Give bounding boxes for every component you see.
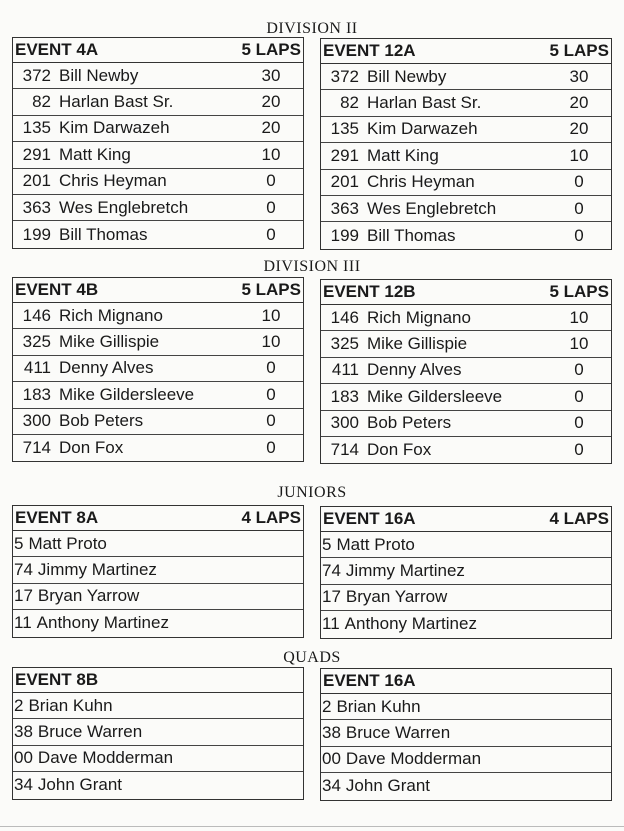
table-row bbox=[13, 63, 303, 89]
event-table-8b bbox=[12, 667, 304, 800]
points: 0 bbox=[266, 224, 276, 244]
event-header bbox=[13, 38, 303, 63]
points: 0 bbox=[574, 198, 584, 218]
car-number: 38 bbox=[14, 722, 33, 742]
car-number: 2 bbox=[14, 695, 24, 715]
event-table-4b bbox=[12, 277, 304, 462]
car-number: 411 bbox=[331, 360, 359, 380]
event-header bbox=[321, 280, 611, 305]
table-row bbox=[321, 585, 611, 611]
table-row bbox=[13, 610, 303, 636]
table-row bbox=[321, 694, 611, 720]
table-row bbox=[321, 611, 611, 637]
points: 0 bbox=[266, 197, 276, 217]
driver-name: Wes Englebretch bbox=[59, 197, 189, 217]
table-row bbox=[13, 195, 303, 221]
event-name: EVENT 16A bbox=[323, 671, 416, 690]
points: 10 bbox=[261, 144, 281, 164]
driver-name: Matt King bbox=[59, 144, 131, 164]
driver-name: Bob Peters bbox=[59, 411, 144, 431]
event-name: EVENT 4A bbox=[15, 40, 99, 59]
points: 0 bbox=[574, 440, 584, 460]
points: 0 bbox=[266, 438, 276, 458]
points: 0 bbox=[574, 386, 584, 406]
page-bottom-divider bbox=[0, 826, 624, 827]
driver-name: Matt Proto bbox=[336, 534, 415, 554]
table-row bbox=[13, 772, 303, 798]
points: 10 bbox=[569, 145, 589, 165]
driver-name: Bill Thomas bbox=[59, 224, 148, 244]
table-row bbox=[321, 90, 611, 116]
car-number: 372 bbox=[330, 66, 359, 86]
driver-name: Jimmy Martinez bbox=[37, 560, 157, 580]
table-row bbox=[321, 411, 611, 437]
table-row bbox=[13, 409, 303, 435]
driver-name: Don Fox bbox=[59, 438, 124, 458]
driver-name: Bryan Yarrow bbox=[37, 586, 140, 606]
points: 0 bbox=[266, 384, 276, 404]
driver-name: Mike Gillispie bbox=[367, 334, 468, 354]
car-number: 2 bbox=[322, 696, 332, 716]
table-row bbox=[13, 89, 303, 115]
table-row bbox=[321, 222, 611, 248]
driver-name: Mike Gildersleeve bbox=[367, 386, 503, 406]
event-laps: 5 LAPS bbox=[241, 280, 301, 299]
table-row bbox=[321, 747, 611, 773]
car-number: 74 bbox=[14, 560, 33, 580]
car-number: 300 bbox=[330, 413, 359, 433]
driver-name: Bill Thomas bbox=[367, 225, 456, 245]
table-row bbox=[13, 584, 303, 610]
driver-name: John Grant bbox=[37, 775, 123, 795]
car-number: 300 bbox=[22, 411, 51, 431]
table-row bbox=[13, 116, 303, 142]
car-number: 5 bbox=[322, 534, 332, 554]
event-laps: 5 LAPS bbox=[241, 40, 301, 59]
driver-name: Bill Newby bbox=[59, 65, 139, 85]
section-title-division-2: DIVISION II bbox=[266, 20, 358, 37]
table-row bbox=[13, 329, 303, 355]
event-laps: 4 LAPS bbox=[241, 508, 301, 527]
car-number: 74 bbox=[322, 561, 341, 581]
driver-name: Chris Heyman bbox=[367, 172, 475, 192]
driver-name: Kim Darwazeh bbox=[367, 119, 478, 139]
section-title-division-3: DIVISION III bbox=[263, 258, 361, 275]
table-row bbox=[321, 143, 611, 169]
points: 0 bbox=[266, 171, 276, 191]
event-header bbox=[321, 669, 611, 694]
points: 20 bbox=[261, 92, 281, 112]
points: 30 bbox=[569, 66, 589, 86]
car-number: 11 bbox=[14, 613, 32, 633]
points: 30 bbox=[261, 65, 281, 85]
table-row bbox=[13, 693, 303, 719]
car-number: 146 bbox=[330, 307, 359, 327]
event-header bbox=[13, 668, 303, 693]
table-row bbox=[321, 170, 611, 196]
driver-name: Denny Alves bbox=[59, 358, 154, 378]
car-number: 325 bbox=[22, 332, 51, 352]
event-table-16a-juniors bbox=[320, 506, 612, 639]
section-title-quads: QUADS bbox=[283, 649, 341, 666]
points: 10 bbox=[569, 334, 589, 354]
table-row bbox=[13, 356, 303, 382]
table-row bbox=[13, 303, 303, 329]
table-row bbox=[13, 746, 303, 772]
points: 0 bbox=[574, 172, 584, 192]
driver-name: Anthony Martinez bbox=[344, 614, 477, 634]
driver-name: Bob Peters bbox=[367, 413, 452, 433]
driver-name: Bryan Yarrow bbox=[345, 587, 448, 607]
driver-name: Anthony Martinez bbox=[36, 613, 169, 633]
points: 0 bbox=[266, 411, 276, 431]
event-laps: 4 LAPS bbox=[549, 509, 609, 528]
table-row bbox=[13, 719, 303, 745]
section-title-juniors: JUNIORS bbox=[277, 484, 347, 501]
table-row bbox=[321, 720, 611, 746]
car-number: 714 bbox=[22, 438, 51, 458]
table-row bbox=[321, 384, 611, 410]
table-row bbox=[13, 557, 303, 583]
car-number: 17 bbox=[14, 586, 33, 606]
car-number: 363 bbox=[22, 197, 51, 217]
table-row bbox=[321, 358, 611, 384]
car-number: 146 bbox=[22, 305, 51, 325]
driver-name: Mike Gillispie bbox=[59, 332, 160, 352]
car-number: 82 bbox=[32, 92, 51, 112]
table-row bbox=[321, 117, 611, 143]
points: 20 bbox=[569, 119, 589, 139]
driver-name: Bruce Warren bbox=[345, 723, 451, 743]
driver-name: John Grant bbox=[345, 776, 431, 796]
table-row bbox=[13, 435, 303, 461]
event-name: EVENT 4B bbox=[15, 280, 99, 299]
table-row bbox=[321, 558, 611, 584]
event-name: EVENT 16A bbox=[323, 509, 416, 528]
driver-name: Mike Gildersleeve bbox=[59, 384, 195, 404]
event-table-4a bbox=[12, 37, 304, 249]
car-number: 411 bbox=[23, 358, 51, 378]
driver-name: Jimmy Martinez bbox=[345, 561, 465, 581]
points: 0 bbox=[574, 413, 584, 433]
table-row bbox=[321, 532, 611, 558]
car-number: 135 bbox=[330, 119, 359, 139]
table-row bbox=[13, 221, 303, 247]
points: 10 bbox=[261, 332, 281, 352]
event-laps: 5 LAPS bbox=[549, 41, 609, 60]
points: 10 bbox=[261, 305, 281, 325]
car-number: 372 bbox=[22, 65, 51, 85]
event-name: EVENT 12B bbox=[323, 282, 416, 301]
table-row bbox=[13, 169, 303, 195]
event-header bbox=[13, 506, 303, 531]
car-number: 199 bbox=[22, 224, 51, 244]
event-header bbox=[321, 39, 611, 64]
car-number: 11 bbox=[322, 614, 340, 634]
event-laps: 5 LAPS bbox=[549, 282, 609, 301]
car-number: 183 bbox=[330, 386, 359, 406]
driver-name: Kim Darwazeh bbox=[59, 118, 170, 138]
car-number: 183 bbox=[22, 384, 51, 404]
car-number: 714 bbox=[330, 440, 359, 460]
car-number: 34 bbox=[322, 776, 341, 796]
driver-name: Chris Heyman bbox=[59, 171, 167, 191]
driver-name: Dave Modderman bbox=[345, 749, 482, 769]
driver-name: Rich Mignano bbox=[367, 307, 471, 327]
car-number: 291 bbox=[22, 144, 51, 164]
event-name: EVENT 12A bbox=[323, 41, 416, 60]
car-number: 34 bbox=[14, 775, 33, 795]
points: 20 bbox=[261, 118, 281, 138]
car-number: 199 bbox=[330, 225, 359, 245]
table-row bbox=[321, 64, 611, 90]
driver-name: Harlan Bast Sr. bbox=[59, 92, 174, 112]
car-number: 325 bbox=[330, 334, 359, 354]
table-row bbox=[321, 196, 611, 222]
event-table-8a bbox=[12, 505, 304, 638]
car-number: 291 bbox=[330, 145, 359, 165]
driver-name: Matt King bbox=[367, 145, 439, 165]
points: 0 bbox=[574, 225, 584, 245]
driver-name: Wes Englebretch bbox=[367, 198, 497, 218]
event-header bbox=[13, 278, 303, 303]
event-table-12a bbox=[320, 38, 612, 250]
car-number: 363 bbox=[330, 198, 359, 218]
event-table-16a-quads bbox=[320, 668, 612, 801]
car-number: 201 bbox=[22, 171, 51, 191]
driver-name: Dave Modderman bbox=[37, 748, 174, 768]
car-number: 82 bbox=[340, 93, 359, 113]
driver-name: Matt Proto bbox=[28, 533, 107, 553]
car-number: 201 bbox=[330, 172, 359, 192]
table-row bbox=[321, 773, 611, 799]
table-row bbox=[321, 437, 611, 463]
table-row bbox=[13, 142, 303, 168]
driver-name: Bruce Warren bbox=[37, 722, 143, 742]
points: 0 bbox=[574, 360, 584, 380]
event-header bbox=[321, 507, 611, 532]
driver-name: Bill Newby bbox=[367, 66, 447, 86]
driver-name: Brian Kuhn bbox=[28, 695, 113, 715]
event-name: EVENT 8B bbox=[15, 670, 99, 689]
car-number: 38 bbox=[322, 723, 341, 743]
table-row bbox=[321, 305, 611, 331]
driver-name: Rich Mignano bbox=[59, 305, 163, 325]
car-number: 135 bbox=[22, 118, 51, 138]
table-row bbox=[13, 382, 303, 408]
driver-name: Brian Kuhn bbox=[336, 696, 421, 716]
driver-name: Harlan Bast Sr. bbox=[367, 93, 482, 113]
car-number: 5 bbox=[14, 533, 24, 553]
points: 10 bbox=[569, 307, 589, 327]
points: 20 bbox=[569, 93, 589, 113]
points: 0 bbox=[266, 358, 276, 378]
table-row bbox=[13, 531, 303, 557]
car-number: 00 bbox=[14, 748, 33, 768]
driver-name: Denny Alves bbox=[367, 360, 462, 380]
table-row bbox=[321, 331, 611, 357]
car-number: 00 bbox=[322, 749, 341, 769]
driver-name: Don Fox bbox=[367, 440, 432, 460]
car-number: 17 bbox=[322, 587, 341, 607]
event-name: EVENT 8A bbox=[15, 508, 99, 527]
event-table-12b bbox=[320, 279, 612, 464]
